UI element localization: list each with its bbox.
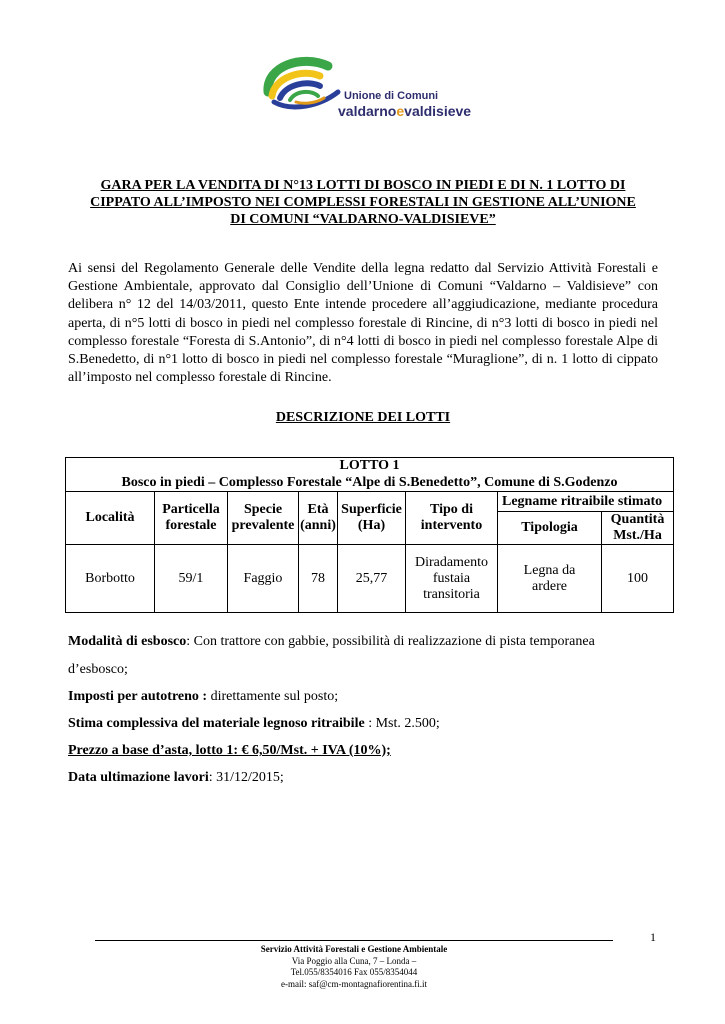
title-line-2: CIPPATO ALL’IMPOSTO NEI COMPLESSI FORESTALI IN GESTIONE ALL’UNIONE bbox=[90, 195, 636, 210]
header-tipologia: Tipologia bbox=[498, 512, 602, 545]
footer-line-2: Via Poggio alla Cuna, 7 – Londa – bbox=[291, 955, 417, 966]
spec-stima: Stima complessiva del materiale legnoso ritraibile : Mst. 2.500; bbox=[68, 716, 440, 731]
spec-data: Data ultimazione lavori: 31/12/2015; bbox=[68, 770, 284, 785]
cell-tipologia: Legna da ardere bbox=[498, 545, 602, 613]
footer-line-1: Servizio Attività Forestali e Gestione Ambientale bbox=[260, 944, 448, 954]
footer bbox=[95, 944, 613, 990]
cell-superficie: 25,77 bbox=[338, 545, 406, 613]
cell-particella: 59/1 bbox=[155, 545, 228, 613]
header-localita: Località bbox=[66, 492, 155, 545]
header-particella: Particella forestale bbox=[155, 492, 228, 545]
lot-name: LOTTO 1 bbox=[66, 458, 674, 475]
lot-specs bbox=[68, 631, 658, 788]
spec-esbosco: Modalità di esbosco: Con trattore con gabbie, possibilità di realizzazione di pista temporanea bbox=[68, 634, 595, 649]
header-legname: Legname ritraibile stimato bbox=[498, 492, 674, 512]
cell-eta: 78 bbox=[299, 545, 338, 613]
swirl-logo-icon bbox=[262, 52, 344, 110]
cell-specie: Faggio bbox=[228, 545, 299, 613]
header-superficie: Superficie (Ha) bbox=[338, 492, 406, 545]
title-line-3: DI COMUNI “VALDARNO-VALDISIEVE” bbox=[230, 212, 496, 227]
cell-quantita: 100 bbox=[602, 545, 674, 613]
header-tipo: Tipo di intervento bbox=[406, 492, 498, 545]
spec-esbosco-cont: d’esbosco; bbox=[68, 662, 128, 677]
lot-subtitle: Bosco in piedi – Complesso Forestale “Alpe di S.Benedetto”, Comune di S.Godenzo bbox=[66, 475, 674, 492]
spec-prezzo: Prezzo a base d’asta, lotto 1: € 6,50/Mst. + IVA (10%); bbox=[68, 743, 391, 758]
cell-localita: Borbotto bbox=[66, 545, 155, 613]
header-eta: Età (anni) bbox=[299, 492, 338, 545]
document-title bbox=[68, 177, 658, 228]
footer-divider bbox=[95, 940, 613, 941]
header-specie: Specie prevalente bbox=[228, 492, 299, 545]
lot-table bbox=[65, 457, 674, 613]
footer-email: e-mail: saf@cm-montagnafiorentina.fi.it bbox=[281, 978, 427, 989]
table-row bbox=[66, 545, 674, 613]
union-logo bbox=[262, 52, 472, 124]
logo-line-2: valdarnoevaldisieve bbox=[338, 103, 472, 119]
footer-line-3: Tel.055/8354016 Fax 055/8354044 bbox=[290, 967, 418, 977]
section-title: DESCRIZIONE DEI LOTTI bbox=[275, 410, 451, 425]
cell-tipo: Diradamento fustaia transitoria bbox=[406, 545, 498, 613]
spec-imposti: Imposti per autotreno : direttamente sul posto; bbox=[68, 689, 339, 704]
logo-line-1: Unione di Comuni bbox=[344, 90, 439, 102]
header-quantita: Quantità Mst./Ha bbox=[602, 512, 674, 545]
intro-paragraph: Ai sensi del Regolamento Generale delle Vendite della legna redatto dal Servizio Attività Forestali e Gestione Ambientale, approvato dal Consiglio dell’Unione di Comuni “Valdarno – Valdisieve” con delibera n° 12 del 14/03/2011, questo Ente intende procedere all’aggiudicazione, mediante procedura aperta, di n°5 lotti di bosco in piedi nel complesso forestale di Rincine, di n°3 lotti di bosco in piedi nel complesso forestale “Foresta di S.Antonio”, di n°4 lotti di bosco in piedi nel complesso forestale Alpe di S.Benedetto, di n°1 lotto di bosco in piedi nel complesso forestale “Muraglione”, di n. 1 lotto di cippato all’imposto nel complesso forestale di Rincine. bbox=[68, 261, 658, 386]
page-number: 1 bbox=[650, 930, 656, 944]
title-line-1: GARA PER LA VENDITA DI N°13 LOTTI DI BOSCO IN PIEDI E DI N. 1 LOTTO DI bbox=[100, 178, 626, 193]
